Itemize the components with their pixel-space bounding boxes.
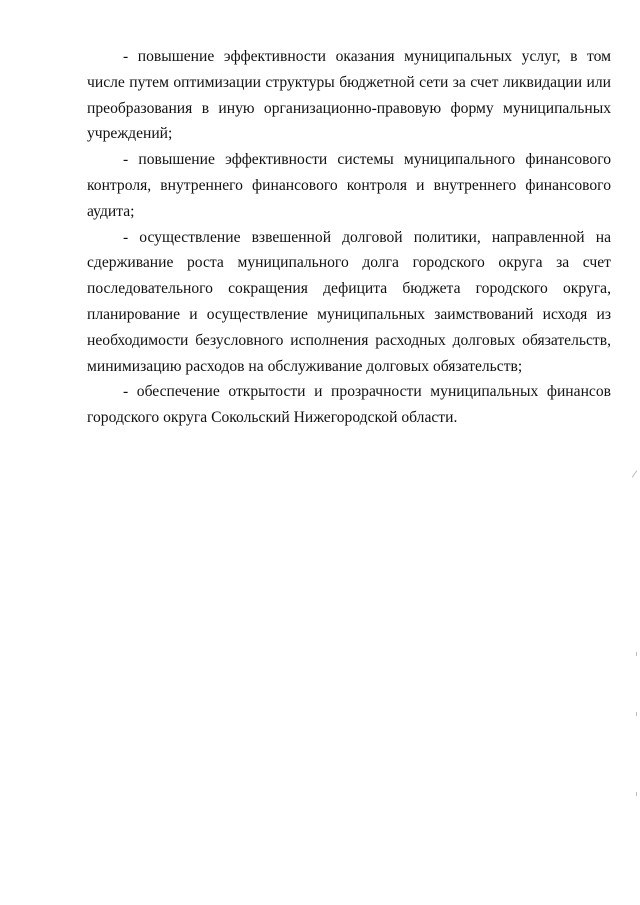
paragraph-service-efficiency: - повышение эффективности оказания муниципальных услуг, в том числе путем оптимизации структуры бюджетной сети за счет ликвидации или преобразования в иную организационно-правовую форму муниципальных учреждений; bbox=[87, 48, 611, 143]
paragraph-financial-control: - повышение эффективности системы муниципального финансового контроля, внутреннего финансового контроля и внутреннего финансового аудита; bbox=[87, 151, 611, 220]
scan-edge-mark-lower bbox=[636, 712, 637, 716]
scan-edge-mark-top bbox=[632, 470, 637, 477]
scan-edge-mark-bottom bbox=[636, 792, 637, 796]
paragraph-transparency: - обеспечение открытости и прозрачности муниципальных финансов городского округа Сокольский Нижегородской области. bbox=[87, 383, 611, 427]
scan-edge-mark-middle bbox=[636, 652, 637, 656]
document-body bbox=[87, 44, 611, 431]
paragraph-debt-policy: - осуществление взвешенной долговой политики, направленной на сдерживание роста муниципального долга городского округа за счет последовательного сокращения дефицита бюджета городского округа, планирование и осуществление муниципальных заимствований исходя из необходимости безусловного исполнения расходных долговых обязательств, минимизацию расходов на обслуживание долговых обязательств; bbox=[87, 228, 611, 375]
